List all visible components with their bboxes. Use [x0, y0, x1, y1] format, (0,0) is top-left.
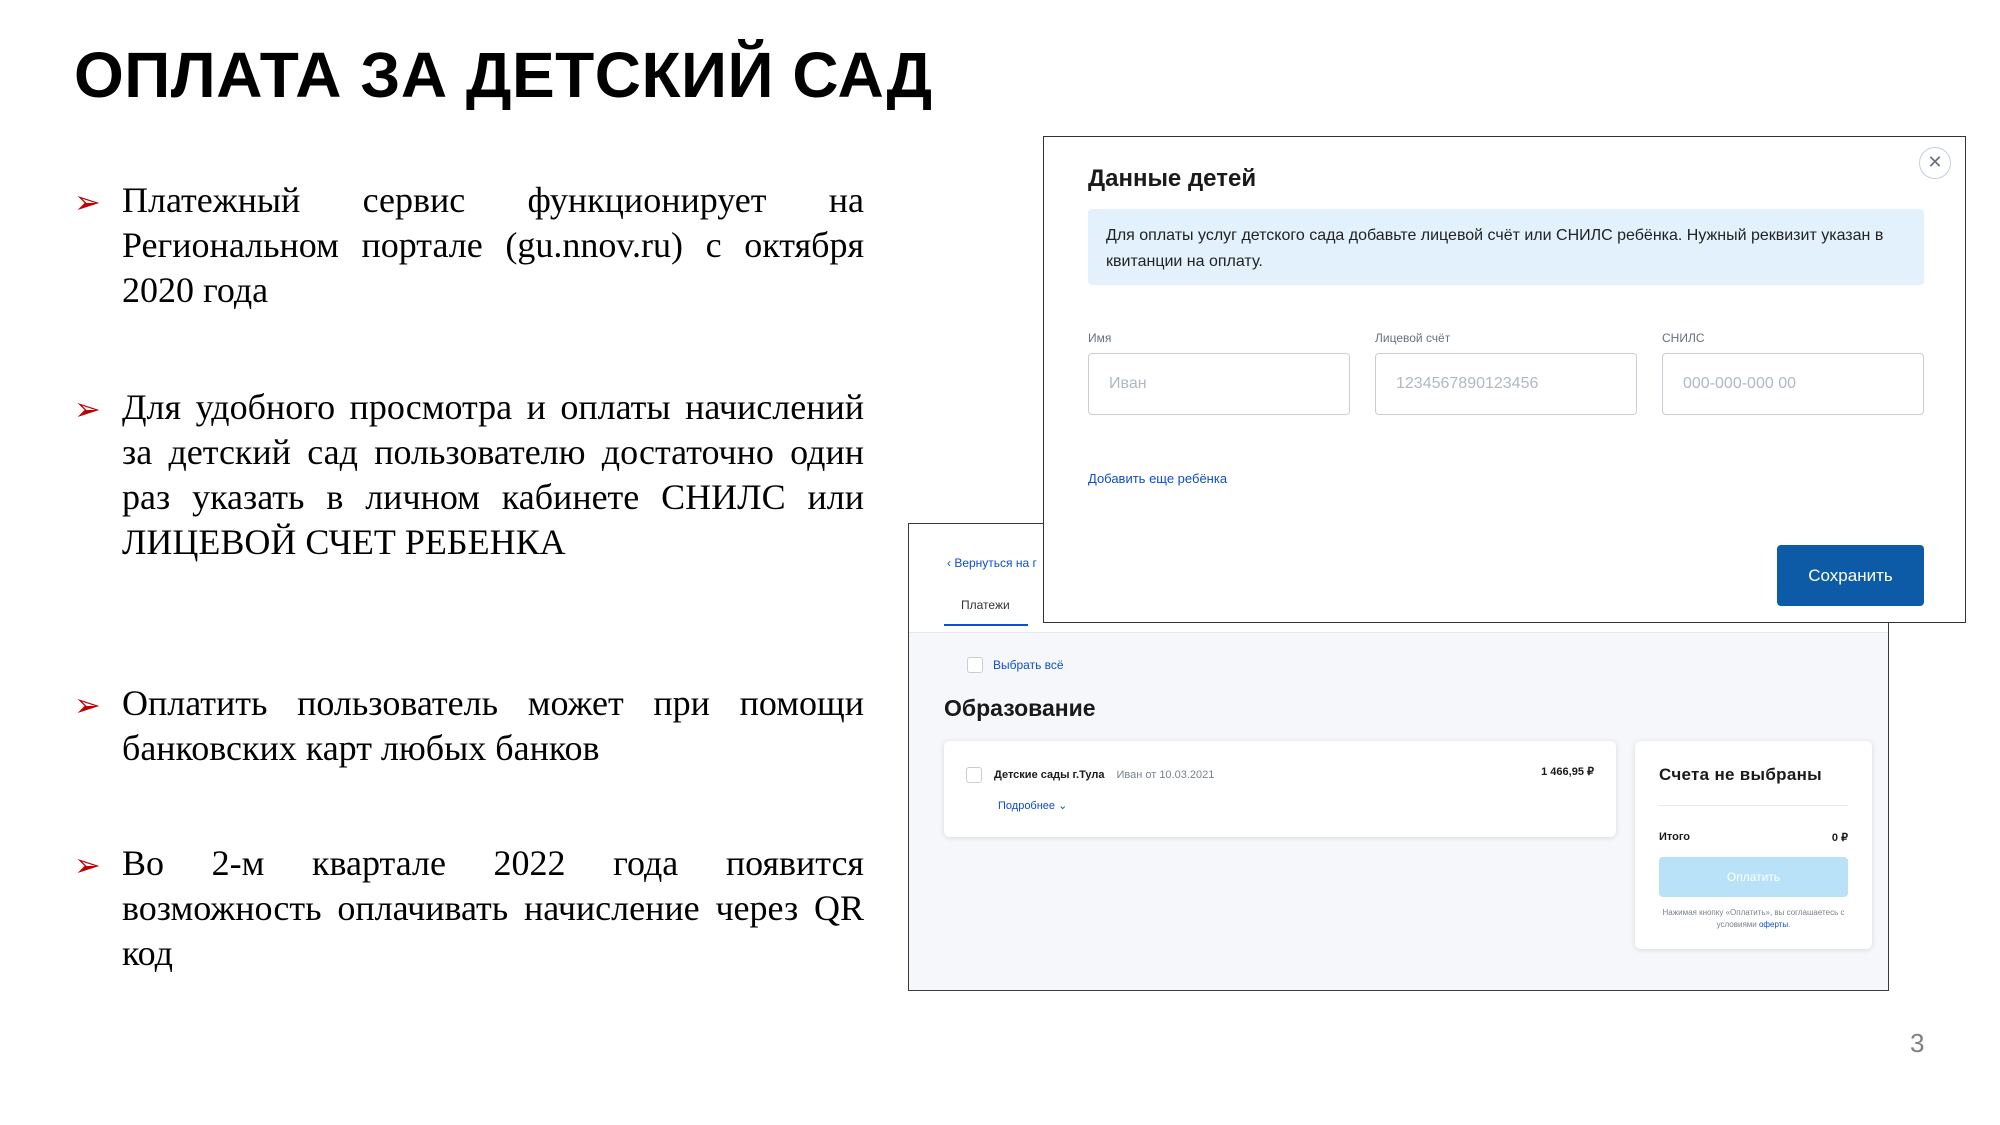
bill-details-link[interactable]: Подробнее ⌄: [998, 800, 1068, 812]
bill-amount: 1 466,95 ₽: [1541, 766, 1594, 778]
total-value: 0 ₽: [1831, 832, 1848, 844]
bill-card: [944, 741, 1616, 837]
offer-note-text: Нажимая кнопку «Оплатить», вы соглашаетесь с условиями: [1662, 908, 1845, 929]
slide-title: ОПЛАТА ЗА ДЕТСКИЙ САД: [74, 39, 933, 111]
total-label: Итого: [1659, 831, 1691, 843]
page-number: 3: [1910, 1028, 1925, 1058]
bullet-item: [74, 178, 864, 313]
arrow-bullet-icon: ➢: [74, 390, 101, 428]
bullet-text: Оплатить пользователь может при помощи банковских карт любых банков: [122, 683, 864, 768]
info-banner: Для оплаты услуг детского сада добавьте лицевой счёт или СНИЛС ребёнка. Нужный реквизит указан в квитанции на оплату.: [1088, 209, 1924, 285]
bill-subtitle: Иван от 10.03.2021: [1116, 769, 1215, 781]
select-all[interactable]: [967, 657, 1064, 673]
divider: [1659, 805, 1848, 806]
tab-payments[interactable]: Платежи: [961, 598, 1010, 612]
pay-button[interactable]: Оплатить: [1659, 857, 1848, 897]
offer-link[interactable]: оферты: [1758, 920, 1789, 929]
bullet-text: Платежный сервис функционирует на Региональном портале (gu.nnov.ru) с октября 2020 года: [122, 180, 864, 310]
arrow-bullet-icon: ➢: [74, 846, 101, 884]
arrow-bullet-icon: ➢: [74, 686, 101, 724]
bill-row: [966, 767, 1214, 783]
bill-name: Детские сады г.Тула: [994, 769, 1105, 781]
section-heading: Образование: [944, 695, 1096, 721]
back-link[interactable]: ‹ Вернуться на г: [947, 556, 1037, 570]
bill-checkbox[interactable]: [966, 767, 982, 783]
modal-title: Данные детей: [1088, 165, 1257, 192]
select-all-checkbox[interactable]: [967, 657, 983, 673]
account-field-label: Лицевой счёт: [1375, 331, 1451, 345]
snils-field-label: СНИЛС: [1662, 331, 1705, 345]
offer-note-end: .: [1788, 920, 1791, 929]
account-input[interactable]: [1375, 353, 1637, 415]
snils-input[interactable]: [1662, 353, 1924, 415]
summary-card: [1635, 741, 1872, 949]
payments-body: [909, 633, 1888, 990]
add-child-link[interactable]: Добавить еще ребёнка: [1088, 471, 1228, 486]
close-icon[interactable]: ✕: [1919, 147, 1951, 179]
active-tab-indicator: [944, 624, 1028, 626]
name-field-label: Имя: [1088, 331, 1112, 345]
bullet-item: [74, 841, 864, 976]
bullet-item: [74, 681, 864, 771]
bullet-text: Для удобного просмотра и оплаты начислений за детский сад пользователю достаточно один раз указать в личном кабинете СНИЛС или ЛИЦЕВОЙ СЧЕТ РЕБЕНКА: [122, 387, 864, 562]
name-input[interactable]: [1088, 353, 1350, 415]
account-field: [1375, 331, 1637, 415]
bullet-text: Во 2-м квартале 2022 года появится возможность оплачивать начисление через QR код: [122, 843, 864, 973]
children-data-modal: [1043, 136, 1966, 623]
select-all-label: Выбрать всё: [993, 658, 1064, 672]
arrow-bullet-icon: ➢: [74, 183, 101, 221]
name-field: [1088, 331, 1350, 415]
offer-note: [1659, 907, 1848, 931]
snils-field: [1662, 331, 1924, 415]
bullet-item: [74, 385, 864, 565]
summary-title: Счета не выбраны: [1659, 765, 1822, 784]
save-button[interactable]: Сохранить: [1777, 545, 1924, 606]
